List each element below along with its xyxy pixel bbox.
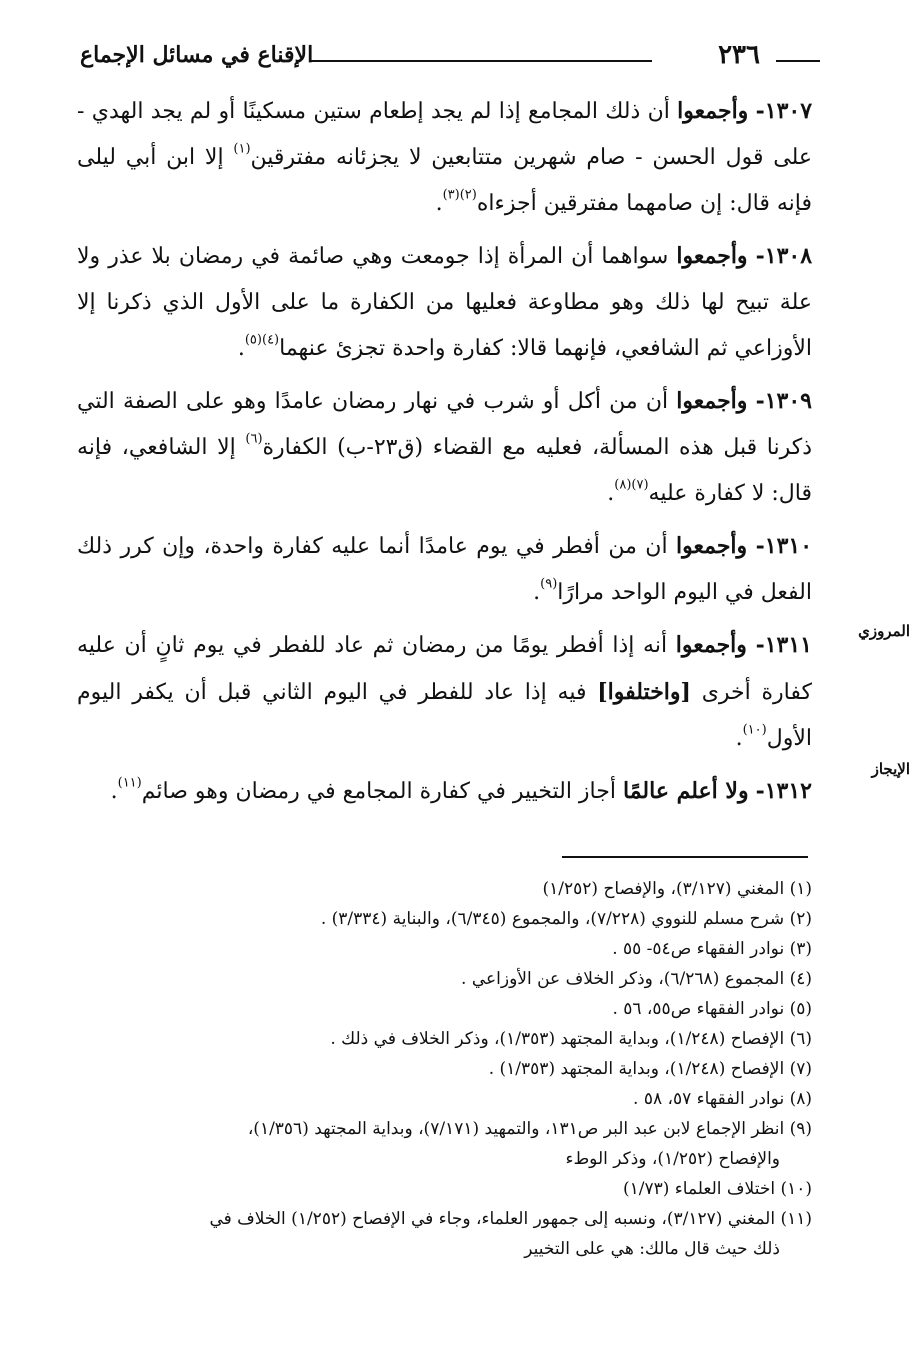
footnote-ref: (١٠) [742,722,767,738]
paragraph-text: إلا الشافعي، فإنه قال: لا كفارة عليه [77,435,812,506]
footnote-9-continued: والإفصاح (١/٢٥٢)، وذكر الوطء [565,1149,780,1169]
paragraph-1309 [77,378,812,517]
issue-number: ١٣٠٩- [755,388,812,414]
footnote-1: (١) المغني (٣/١٢٧)، والإفصاح (١/٢٥٢) [542,879,812,899]
footnote-8: (٨) نوادر الفقهاء ٥٧، ٥٨ . [633,1089,812,1109]
footnote-ref: (٩) [540,576,558,592]
keyword: وأجمعوا [676,243,748,269]
paragraph-text: أجاز التخيير في كفارة المجامع في رمضان وهو صائم [141,779,616,804]
period: . [237,336,245,361]
issue-number: ١٣١٠- [755,533,813,559]
period: . [435,191,443,216]
keyword: وأجمعوا [676,388,748,414]
footnote-11: (١١) المغني (٣/١٢٧)، ونسبه إلى جمهور العلماء، وجاء في الإفصاح (١/٢٥٢) الخلاف في [209,1209,812,1229]
footnote-11-continued: ذلك حيث قال مالك: هي على التخيير [524,1239,780,1259]
paragraph-text: أن من أكل أو شرب في نهار رمضان عامدًا وهو على الصفة التي ذكرنا قبل هذه المسألة، فعليه مع القضاء (ق٢٣-ب) الكفارة [77,389,813,460]
page-number: ٢٣٦ [718,40,760,70]
keyword: وأجمعوا [676,533,748,559]
paragraph-text: فيه إذا عاد للفطر في اليوم الثاني قبل أن يكفر اليوم الأول [77,680,812,751]
issue-number: ١٣٠٧- [755,98,813,124]
keyword: وأجمعوا [677,98,749,124]
page-header [70,38,820,82]
issue-number: ١٣٠٨- [755,243,813,269]
footnote-separator [562,856,808,858]
paragraph-1312 [77,768,812,815]
footnote-4: (٤) المجموع (٦/٢٦٨)، وذكر الخلاف عن الأوزاعي . [461,969,812,989]
paragraph-text: سواهما أن المرأة إذا جومعت وهي صائمة في رمضان بلا عذر ولا علة تبيح لها ذلك وهو مطاوعة فعليها من الكفارة ما على الأول الذي ذكرنا إلا الأوزاعي ثم الشافعي، فإنهما قالا: كفارة واحدة تجزئ عنهما [77,244,812,361]
footnote-3: (٣) نوادر الفقهاء ص٥٤- ٥٥ . [612,939,812,959]
running-title: الإقناع في مسائل الإجماع [80,42,314,68]
paragraph-1310 [77,523,812,616]
footnote-7: (٧) الإفصاح (١/٢٤٨)، وبداية المجتهد (١/٣٥٣) . [488,1059,812,1079]
paragraph-text: إلا ابن أبي ليلى فإنه قال: إن صامهما مفترقين أجزءاه [77,145,812,216]
main-text [77,88,812,821]
keyword: وأجمعوا [675,632,747,658]
footnotes [72,874,812,1264]
paragraph-1311 [77,622,812,762]
footnote-ref: (١) [233,141,251,157]
period: . [735,726,743,751]
footnote-ref: (٤)(٥) [244,332,280,348]
footnote-5: (٥) نوادر الفقهاء ص٥٥، ٥٦ . [612,999,812,1019]
footnote-6: (٦) الإفصاح (١/٢٤٨)، وبداية المجتهد (١/٣٥٣)، وذكر الخلاف في ذلك . [330,1029,812,1049]
footnote-ref: (٦) [245,431,263,447]
paragraph-text: أن ذلك المجامع إذا لم يجد إطعام ستين مسكينًا أو لم يجد الهدي - على قول الحسن - صام شهرين متتابعين لا يجزئانه مفترقين [77,99,813,170]
footnote-9: (٩) انظر الإجماع لابن عبد البر ص١٣١، والتمهيد (٧/١٧١)، وبداية المجتهد (١/٣٥٦)، [247,1119,812,1139]
header-rule [310,60,652,62]
issue-number: ١٣١٢- [755,778,812,804]
paragraph-text: أن من أفطر في يوم عامدًا أنما عليه كفارة واحدة، وإن كرر ذلك الفعل في اليوم الواحد مرارًا [77,534,812,605]
header-dash [776,60,820,62]
period: . [533,580,541,605]
margin-note-marwazi: المروزي [858,622,910,640]
paragraph-1307 [77,88,812,227]
paragraph-1308 [77,233,812,372]
paragraph-text: أنه إذا أفطر يومًا من رمضان ثم عاد للفطر في يوم ثانٍ أن عليه كفارة أخرى [77,633,812,705]
keyword-ikhtalafu: [واختلفوا] [597,679,691,705]
footnote-ref: (٧)(٨) [614,477,649,493]
period: . [607,481,615,506]
footnote-10: (١٠) اختلاف العلماء (١/٧٣) [622,1179,812,1199]
footnote-2: (٢) شرح مسلم للنووي (٧/٢٢٨)، والمجموع (٦/٣٤٥)، والبناية (٣/٣٣٤) . [320,909,812,929]
margin-note-ijaz: الإيجاز [871,760,910,778]
issue-number: ١٣١١- [755,632,812,658]
period: . [110,779,118,804]
keyword: ولا أعلم عالمًا [622,778,749,804]
footnote-ref: (١١) [117,775,142,791]
footnote-ref: (٢)(٣) [442,187,477,203]
